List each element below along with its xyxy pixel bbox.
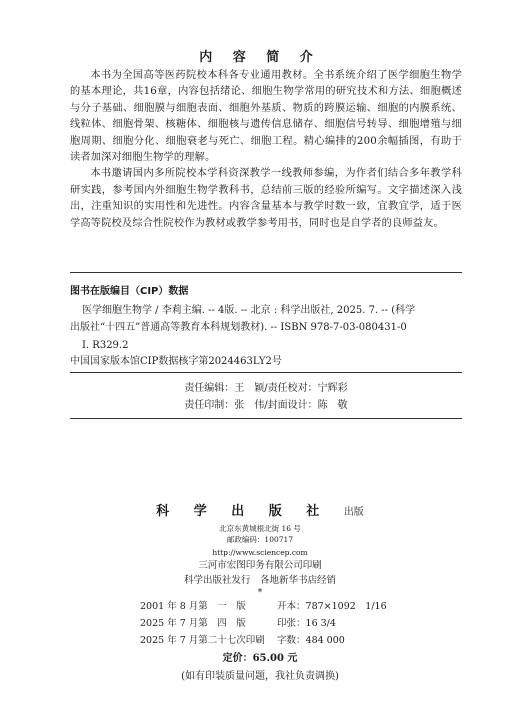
publisher-suffix: 出版 bbox=[343, 507, 364, 518]
imprint-block bbox=[140, 598, 387, 649]
cip-line-2: 出版社“十四五”普通高等教育本科规划教材). -- ISBN 978-7-03-080431-0 bbox=[70, 321, 407, 333]
cip-heading: 图书在版编目（CIP）数据 bbox=[70, 286, 189, 297]
divider-middle bbox=[70, 372, 462, 373]
section-title: 内 容 简 介 bbox=[199, 50, 321, 65]
quality-note: (如有印装质量问题，我社负责调换) bbox=[181, 671, 339, 682]
separator-star: * bbox=[257, 588, 263, 598]
divider-bottom bbox=[70, 418, 462, 419]
imprint-date: 2025 年 7 月第二十七次印刷 bbox=[140, 635, 265, 646]
price-block bbox=[0, 650, 520, 686]
imprint-row bbox=[140, 598, 387, 615]
distribution: 科学出版社发行 各地新华书店经销 bbox=[183, 575, 336, 586]
imprint-spec: 字数：484 000 bbox=[277, 635, 345, 646]
editor-credits bbox=[70, 380, 462, 414]
imprint-spec: 开本：787×1092 1/16 bbox=[277, 601, 387, 612]
imprint-spec: 印张：16 3/4 bbox=[277, 618, 336, 629]
editor-credits-row-2: 责任印制：张 伟/封面设计：陈 敬 bbox=[184, 400, 348, 411]
publisher-name-text: 科 学 出 版 社 bbox=[156, 504, 330, 519]
summary-text bbox=[70, 68, 462, 232]
summary-paragraph-2: 本书邀请国内多所院校本学科资深教学一线教师参编，为作者们结合多年教学科研实践，参考国内外细胞生物学教科书，总结前三版的经验所编写。文字描述深入浅出，注重知识的实用性和先进性。内容含量基本与教学时数一致，宜教宜学，适于医学高等院校及综合性院校作为教材或教学参考用书，同时也是自学者的良师益友。 bbox=[70, 168, 462, 229]
price: 定价：65.00 元 bbox=[222, 653, 298, 664]
cip-classification: Ⅰ. R329.2 bbox=[82, 340, 129, 351]
imprint-row bbox=[140, 615, 387, 632]
publisher-postcode: 邮政编码：100717 bbox=[226, 535, 294, 544]
printer: 三河市宏图印务有限公司印刷 bbox=[198, 560, 322, 571]
publisher-url: http://www.sciencep.com bbox=[212, 548, 308, 557]
summary-paragraph-1: 本书为全国高等医药院校本科各专业通用教材。全书系统介绍了医学细胞生物学的基本理论，共16章，内容包括绪论、细胞生物学常用的研究技术和方法、细胞概述与分子基础、细胞膜与细胞表面、细胞外基质、物质的跨膜运输、细胞的内膜系统、线粒体、细胞骨架、核糖体、细胞核与遗传信息储存、细胞信号转导、细胞增殖与细胞周期、细胞分化、细胞衰老与死亡、细胞工程。精心编排的200余幅插图，有助于读者加深对细胞生物学的理解。 bbox=[70, 70, 462, 164]
imprint-date: 2025 年 7 月第 四 版 bbox=[140, 618, 246, 629]
cip-block bbox=[70, 282, 462, 370]
divider-top bbox=[70, 272, 462, 273]
cip-number: 中国国家版本馆CIP数据核字第2024463LY2号 bbox=[70, 356, 282, 367]
publisher-block bbox=[0, 500, 520, 598]
imprint-date: 2001 年 8 月第 一 版 bbox=[140, 601, 246, 612]
publisher-address: 北京东黄城根北街 16 号 bbox=[219, 524, 301, 533]
publisher-name bbox=[0, 500, 520, 519]
cip-line-1: 医学细胞生物学 / 李莉主编. -- 4版. -- 北京 : 科学出版社, 2025. 7. -- (科学 bbox=[82, 305, 416, 316]
editor-credits-row-1: 责任编辑：王 颖/责任校对：宁辉彩 bbox=[184, 383, 348, 394]
imprint-row bbox=[140, 632, 387, 649]
